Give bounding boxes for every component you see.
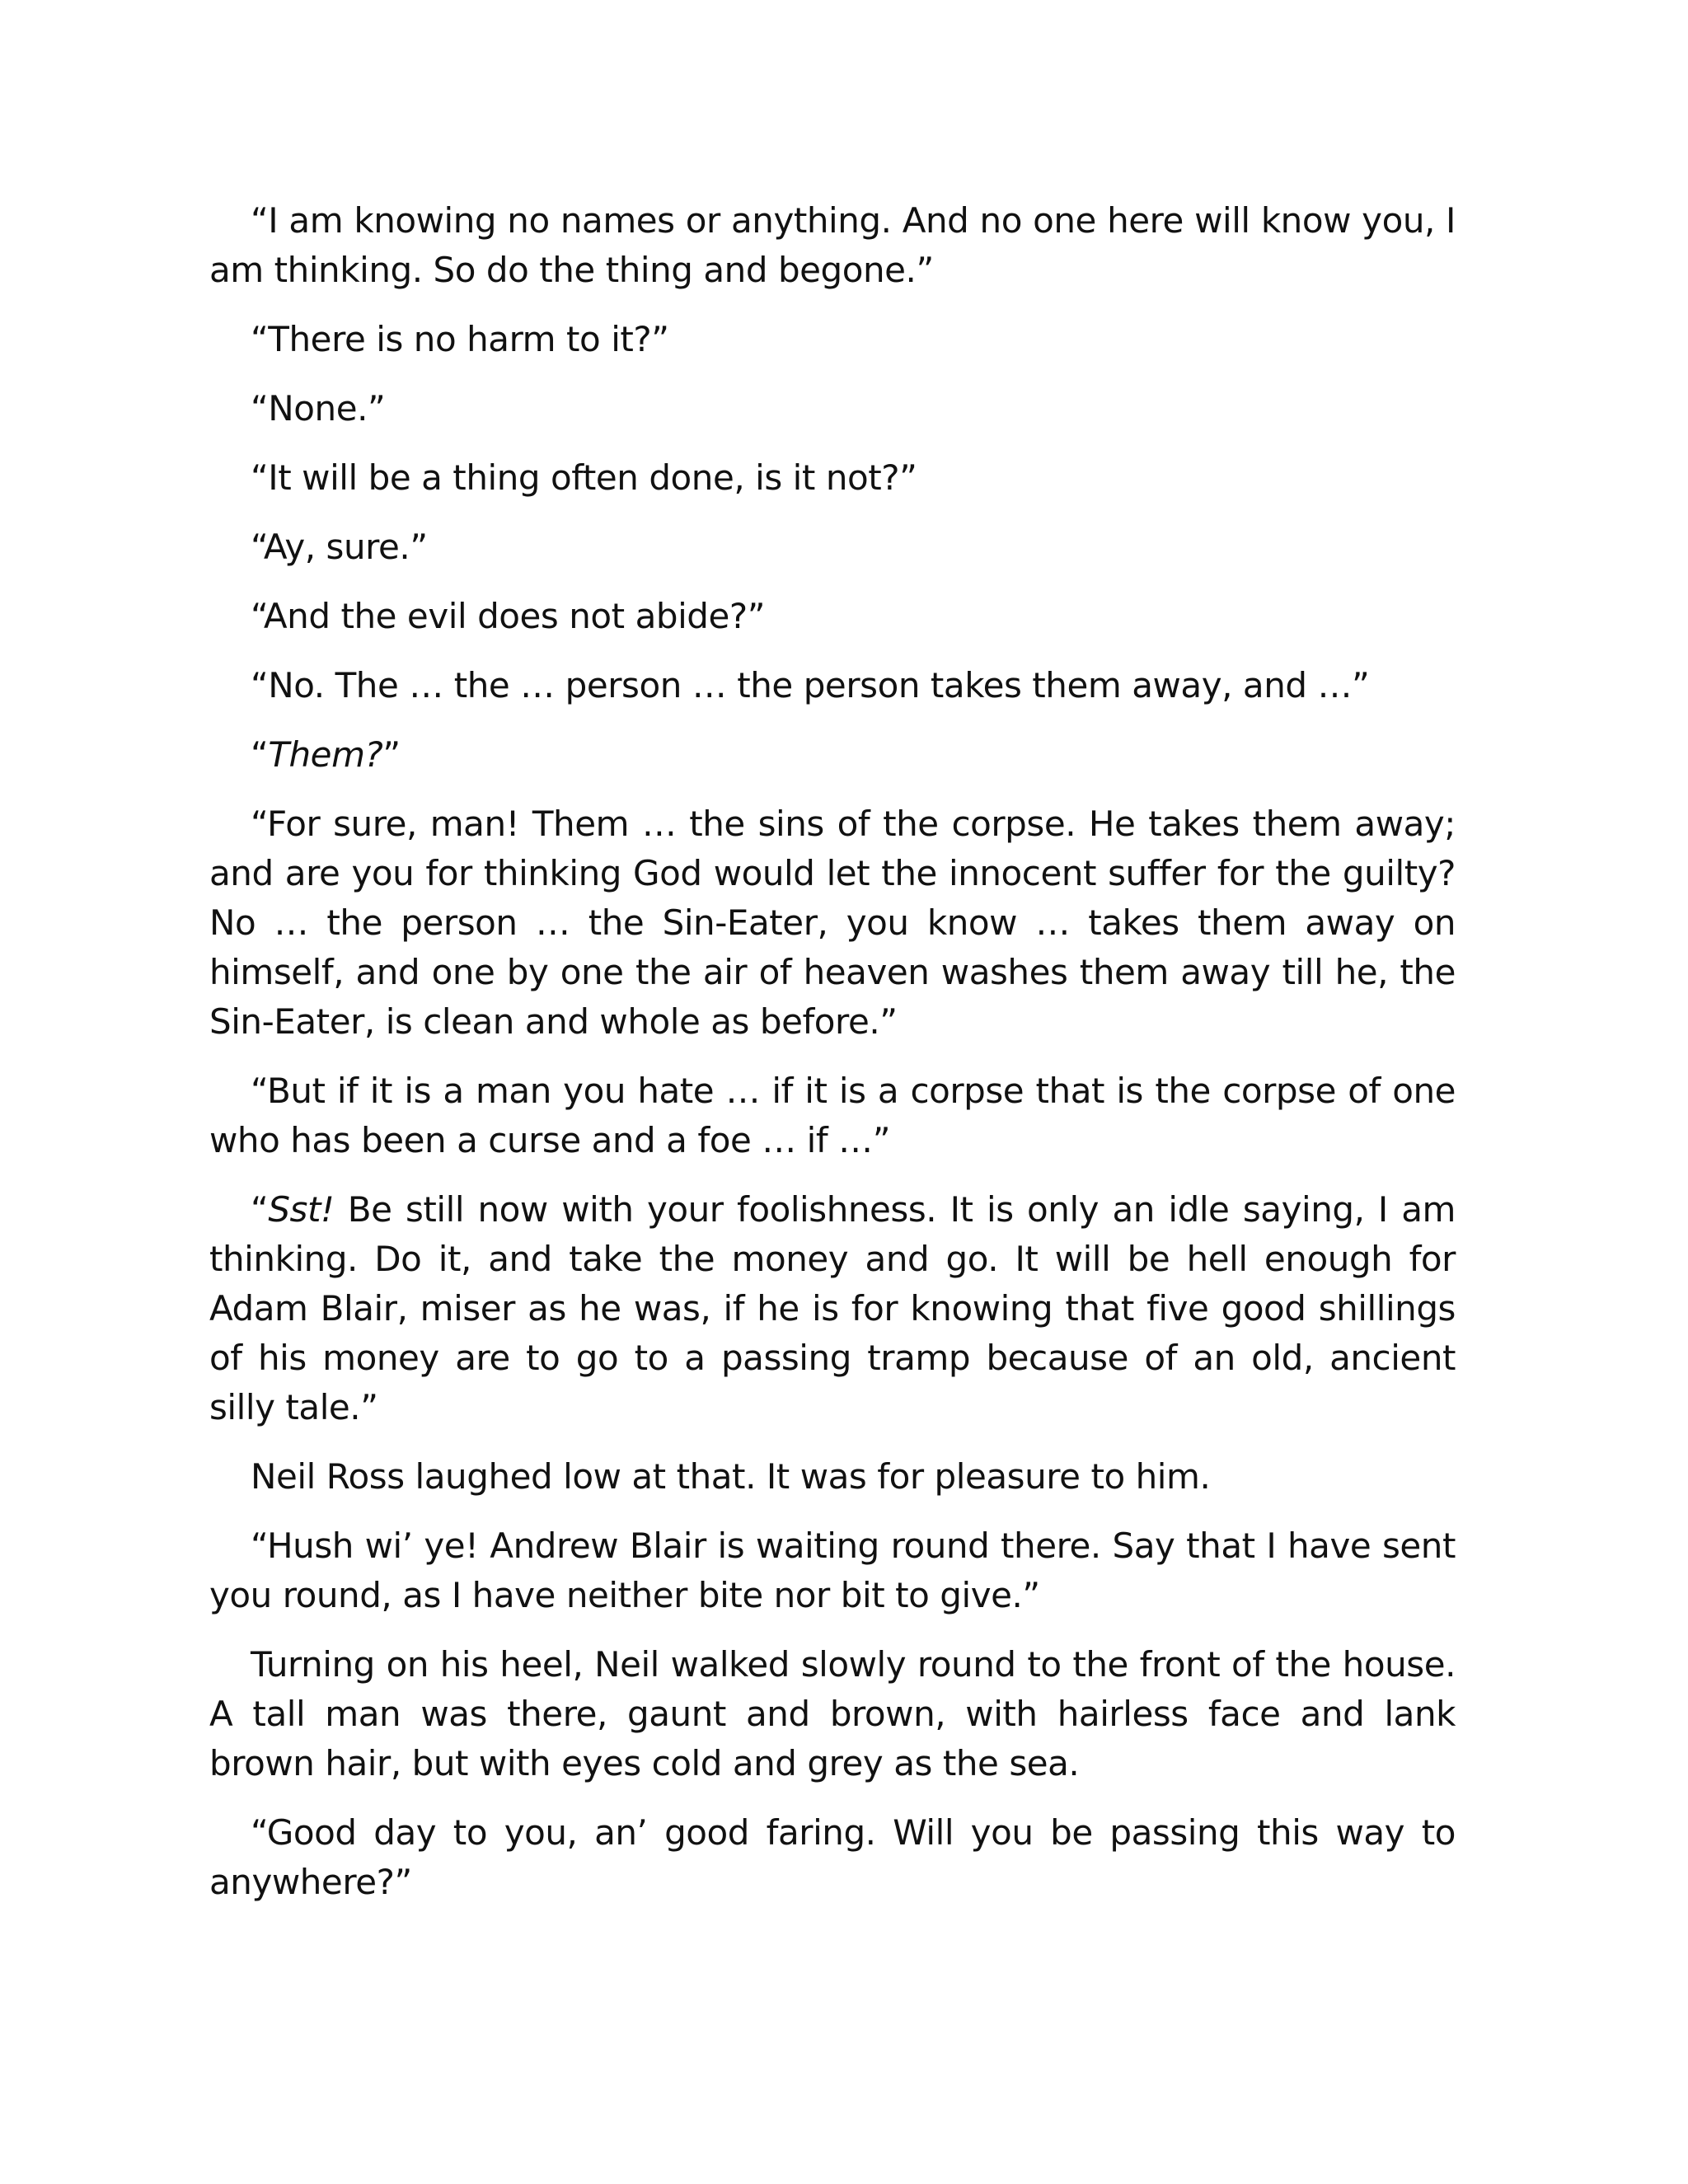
paragraph-text: “It will be a thing often done, is it not?” bbox=[251, 457, 917, 498]
paragraph bbox=[209, 1521, 1456, 1620]
paragraph-text: “No. The … the … person … the person takes them away, and …” bbox=[251, 665, 1370, 705]
paragraph bbox=[209, 592, 1456, 641]
paragraph bbox=[209, 196, 1456, 295]
paragraph bbox=[209, 315, 1456, 364]
document-page bbox=[209, 196, 1456, 1927]
paragraph bbox=[209, 453, 1456, 503]
paragraph-text: “And the evil does not abide?” bbox=[251, 596, 766, 636]
paragraph bbox=[209, 1066, 1456, 1165]
paragraph-text: “ bbox=[251, 734, 269, 775]
paragraph-text: “None.” bbox=[251, 388, 386, 429]
paragraph bbox=[209, 1808, 1456, 1907]
paragraph-text: Turning on his heel, Neil walked slowly round to the front of the house. A tall man was there, gaunt and brown, with hairless face and lank brown hair, but with eyes cold and grey as the sea. bbox=[209, 1644, 1456, 1783]
paragraph bbox=[209, 1452, 1456, 1502]
paragraph-text: “But if it is a man you hate … if it is a corpse that is the corpse of one who has been a curse and a foe … if …” bbox=[209, 1071, 1456, 1160]
paragraph-text: Be still now with your foolishness. It is only an idle saying, I am thinking. Do it, and take the money and go. It will be hell enough for Adam Blair, miser as he was, if he is for knowing that five good shillings of his money are to go to a passing tramp because of an old, ancient silly tale.” bbox=[209, 1189, 1456, 1427]
paragraph-text: “Hush wi’ ye! Andrew Blair is waiting round there. Say that I have sent you round, as I have neither bite nor bit to give.” bbox=[209, 1526, 1456, 1615]
paragraph-text: “There is no harm to it?” bbox=[251, 319, 669, 359]
paragraph-text: ” bbox=[382, 734, 401, 775]
italic-text: Them? bbox=[268, 734, 383, 775]
paragraph bbox=[209, 1640, 1456, 1788]
italic-text: Sst! bbox=[268, 1189, 335, 1230]
paragraph-text: Neil Ross laughed low at that. It was for pleasure to him. bbox=[251, 1456, 1211, 1497]
paragraph bbox=[209, 1185, 1456, 1432]
paragraph bbox=[209, 799, 1456, 1047]
paragraph-text: “ bbox=[251, 1189, 269, 1230]
paragraph-text: “Good day to you, an’ good faring. Will you be passing this way to anywhere?” bbox=[209, 1812, 1456, 1902]
paragraph bbox=[209, 384, 1456, 434]
paragraph-text: “Ay, sure.” bbox=[251, 527, 428, 567]
paragraph bbox=[209, 661, 1456, 710]
paragraph bbox=[209, 730, 1456, 780]
paragraph-text: “For sure, man! Them … the sins of the corpse. He takes them away; and are you for thinking God would let the innocent suffer for the guilty? No … the person … the Sin-Eater, you know … takes them away on himself, and one by one the air of heaven washes them away till he, the Sin-Eater, is clean and whole as before.” bbox=[209, 804, 1456, 1042]
paragraph bbox=[209, 523, 1456, 572]
paragraph-text: “I am knowing no names or anything. And no one here will know you, I am thinking. So do the thing and begone.” bbox=[209, 200, 1456, 290]
